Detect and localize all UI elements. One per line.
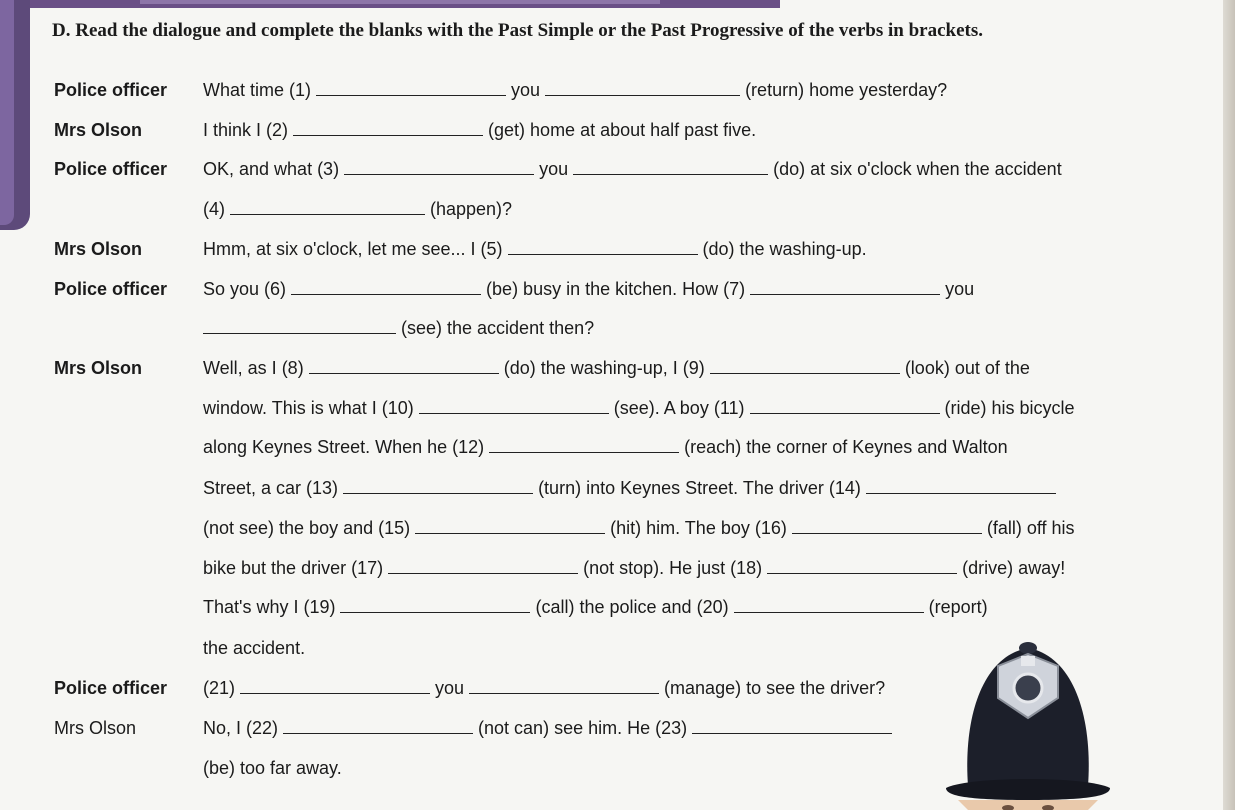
line-text: (not can) see him. He (23) bbox=[473, 718, 693, 738]
line-text: (happen)? bbox=[425, 199, 513, 219]
dialogue-line bbox=[203, 558, 1065, 579]
dialogue-line bbox=[203, 279, 974, 300]
dialogue-line bbox=[203, 678, 885, 699]
speaker-police-officer: Police officer bbox=[54, 678, 168, 698]
blank-18[interactable] bbox=[767, 559, 957, 574]
line-text: That's why I (19) bbox=[203, 597, 341, 617]
dialogue-line bbox=[203, 159, 1062, 180]
line-text: bike but the driver (17) bbox=[203, 558, 389, 578]
dialogue-line bbox=[203, 597, 988, 618]
line-text: (21) bbox=[203, 678, 241, 698]
dialogue-line bbox=[203, 398, 1075, 419]
side-tab-decoration-accent bbox=[0, 0, 14, 225]
header-decoration-accent bbox=[140, 0, 660, 4]
blank-21[interactable] bbox=[240, 679, 430, 694]
line-text: window. This is what I (10) bbox=[203, 398, 419, 418]
exercise-title: D. Read the dialogue and complete the blanks with the Past Simple or the Past Progressive of the verbs in brackets. bbox=[52, 20, 983, 41]
dialogue-line bbox=[203, 120, 756, 141]
blank-5[interactable] bbox=[508, 240, 698, 255]
line-text: Hmm, at six o'clock, let me see... I (5) bbox=[203, 239, 508, 259]
line-text: (look) out of the bbox=[899, 358, 1030, 378]
line-text: (ride) his bicycle bbox=[939, 398, 1075, 418]
line-text: (hit) him. The boy (16) bbox=[605, 518, 792, 538]
blank-13[interactable] bbox=[343, 479, 533, 494]
speaker-police-officer: Police officer bbox=[54, 159, 168, 179]
speaker-mrs-olson: Mrs Olson bbox=[54, 718, 137, 738]
line-text: (do) the washing-up. bbox=[697, 239, 867, 259]
book-spine-edge bbox=[1223, 0, 1235, 810]
blank-2[interactable] bbox=[293, 121, 483, 136]
dialogue-line bbox=[203, 437, 1008, 458]
line-text: you bbox=[430, 678, 470, 698]
blank-3b[interactable] bbox=[573, 160, 768, 175]
line-text: (be) busy in the kitchen. How (7) bbox=[481, 279, 751, 299]
dialogue-line bbox=[203, 758, 342, 779]
speaker-mrs-olson: Mrs Olson bbox=[54, 358, 143, 378]
blank-9[interactable] bbox=[710, 359, 900, 374]
line-text: (do) at six o'clock when the accident bbox=[768, 159, 1062, 179]
blank-19[interactable] bbox=[340, 598, 530, 613]
blank-8[interactable] bbox=[309, 359, 499, 374]
line-text: (get) home at about half past five. bbox=[483, 120, 757, 140]
line-text: you bbox=[534, 159, 574, 179]
line-text: So you (6) bbox=[203, 279, 292, 299]
line-text: (call) the police and (20) bbox=[530, 597, 734, 617]
dialogue-line bbox=[203, 478, 1056, 499]
blank-22[interactable] bbox=[283, 719, 473, 734]
blank-23[interactable] bbox=[692, 719, 892, 734]
line-text: (do) the washing-up, I (9) bbox=[498, 358, 710, 378]
speaker-mrs-olson: Mrs Olson bbox=[54, 120, 143, 140]
line-text: (see). A boy (11) bbox=[608, 398, 750, 418]
dialogue-line bbox=[203, 638, 305, 659]
speaker-police-officer: Police officer bbox=[54, 80, 168, 100]
blank-16[interactable] bbox=[792, 519, 982, 534]
dialogue-line bbox=[203, 718, 892, 739]
dialogue-line bbox=[203, 318, 594, 339]
blank-20[interactable] bbox=[734, 598, 924, 613]
dialogue-line bbox=[203, 199, 512, 220]
dialogue-line bbox=[203, 239, 867, 260]
line-text: No, I (22) bbox=[203, 718, 284, 738]
line-text: the accident. bbox=[203, 638, 306, 658]
line-text: I think I (2) bbox=[203, 120, 294, 140]
line-text: Well, as I (8) bbox=[203, 358, 309, 378]
line-text: (4) bbox=[203, 199, 230, 219]
speaker-mrs-olson: Mrs Olson bbox=[54, 239, 143, 259]
line-text: you bbox=[940, 279, 975, 299]
line-text: (reach) the corner of Keynes and Walton bbox=[679, 437, 1008, 457]
dialogue-line bbox=[203, 80, 947, 101]
line-text: What time (1) bbox=[203, 80, 317, 100]
blank-3[interactable] bbox=[344, 160, 534, 175]
blank-10[interactable] bbox=[419, 399, 609, 414]
line-text: (not see) the boy and (15) bbox=[203, 518, 416, 538]
police-helmet-icon bbox=[938, 636, 1118, 810]
speaker-police-officer: Police officer bbox=[54, 279, 168, 299]
dialogue-line bbox=[203, 358, 1030, 379]
blank-14[interactable] bbox=[866, 479, 1056, 494]
blank-11[interactable] bbox=[750, 399, 940, 414]
line-text: (return) home yesterday? bbox=[740, 80, 948, 100]
line-text: (report) bbox=[923, 597, 988, 617]
blank-7[interactable] bbox=[750, 280, 940, 295]
line-text: along Keynes Street. When he (12) bbox=[203, 437, 490, 457]
blank-7b[interactable] bbox=[203, 319, 396, 334]
blank-15[interactable] bbox=[415, 519, 605, 534]
line-text: you bbox=[506, 80, 546, 100]
blank-17[interactable] bbox=[388, 559, 578, 574]
blank-1[interactable] bbox=[316, 81, 506, 96]
dialogue-line bbox=[203, 518, 1075, 539]
line-text: (drive) away! bbox=[957, 558, 1066, 578]
blank-6[interactable] bbox=[291, 280, 481, 295]
line-text: Street, a car (13) bbox=[203, 478, 344, 498]
line-text: (turn) into Keynes Street. The driver (14) bbox=[533, 478, 866, 498]
line-text: (fall) off his bbox=[981, 518, 1075, 538]
line-text: (not stop). He just (18) bbox=[578, 558, 768, 578]
line-text: (be) too far away. bbox=[203, 758, 342, 778]
line-text: OK, and what (3) bbox=[203, 159, 345, 179]
line-text: (see) the accident then? bbox=[396, 318, 595, 338]
blank-21b[interactable] bbox=[469, 679, 659, 694]
blank-4[interactable] bbox=[230, 200, 425, 215]
blank-12[interactable] bbox=[489, 438, 679, 453]
line-text: (manage) to see the driver? bbox=[659, 678, 886, 698]
blank-1b[interactable] bbox=[545, 81, 740, 96]
